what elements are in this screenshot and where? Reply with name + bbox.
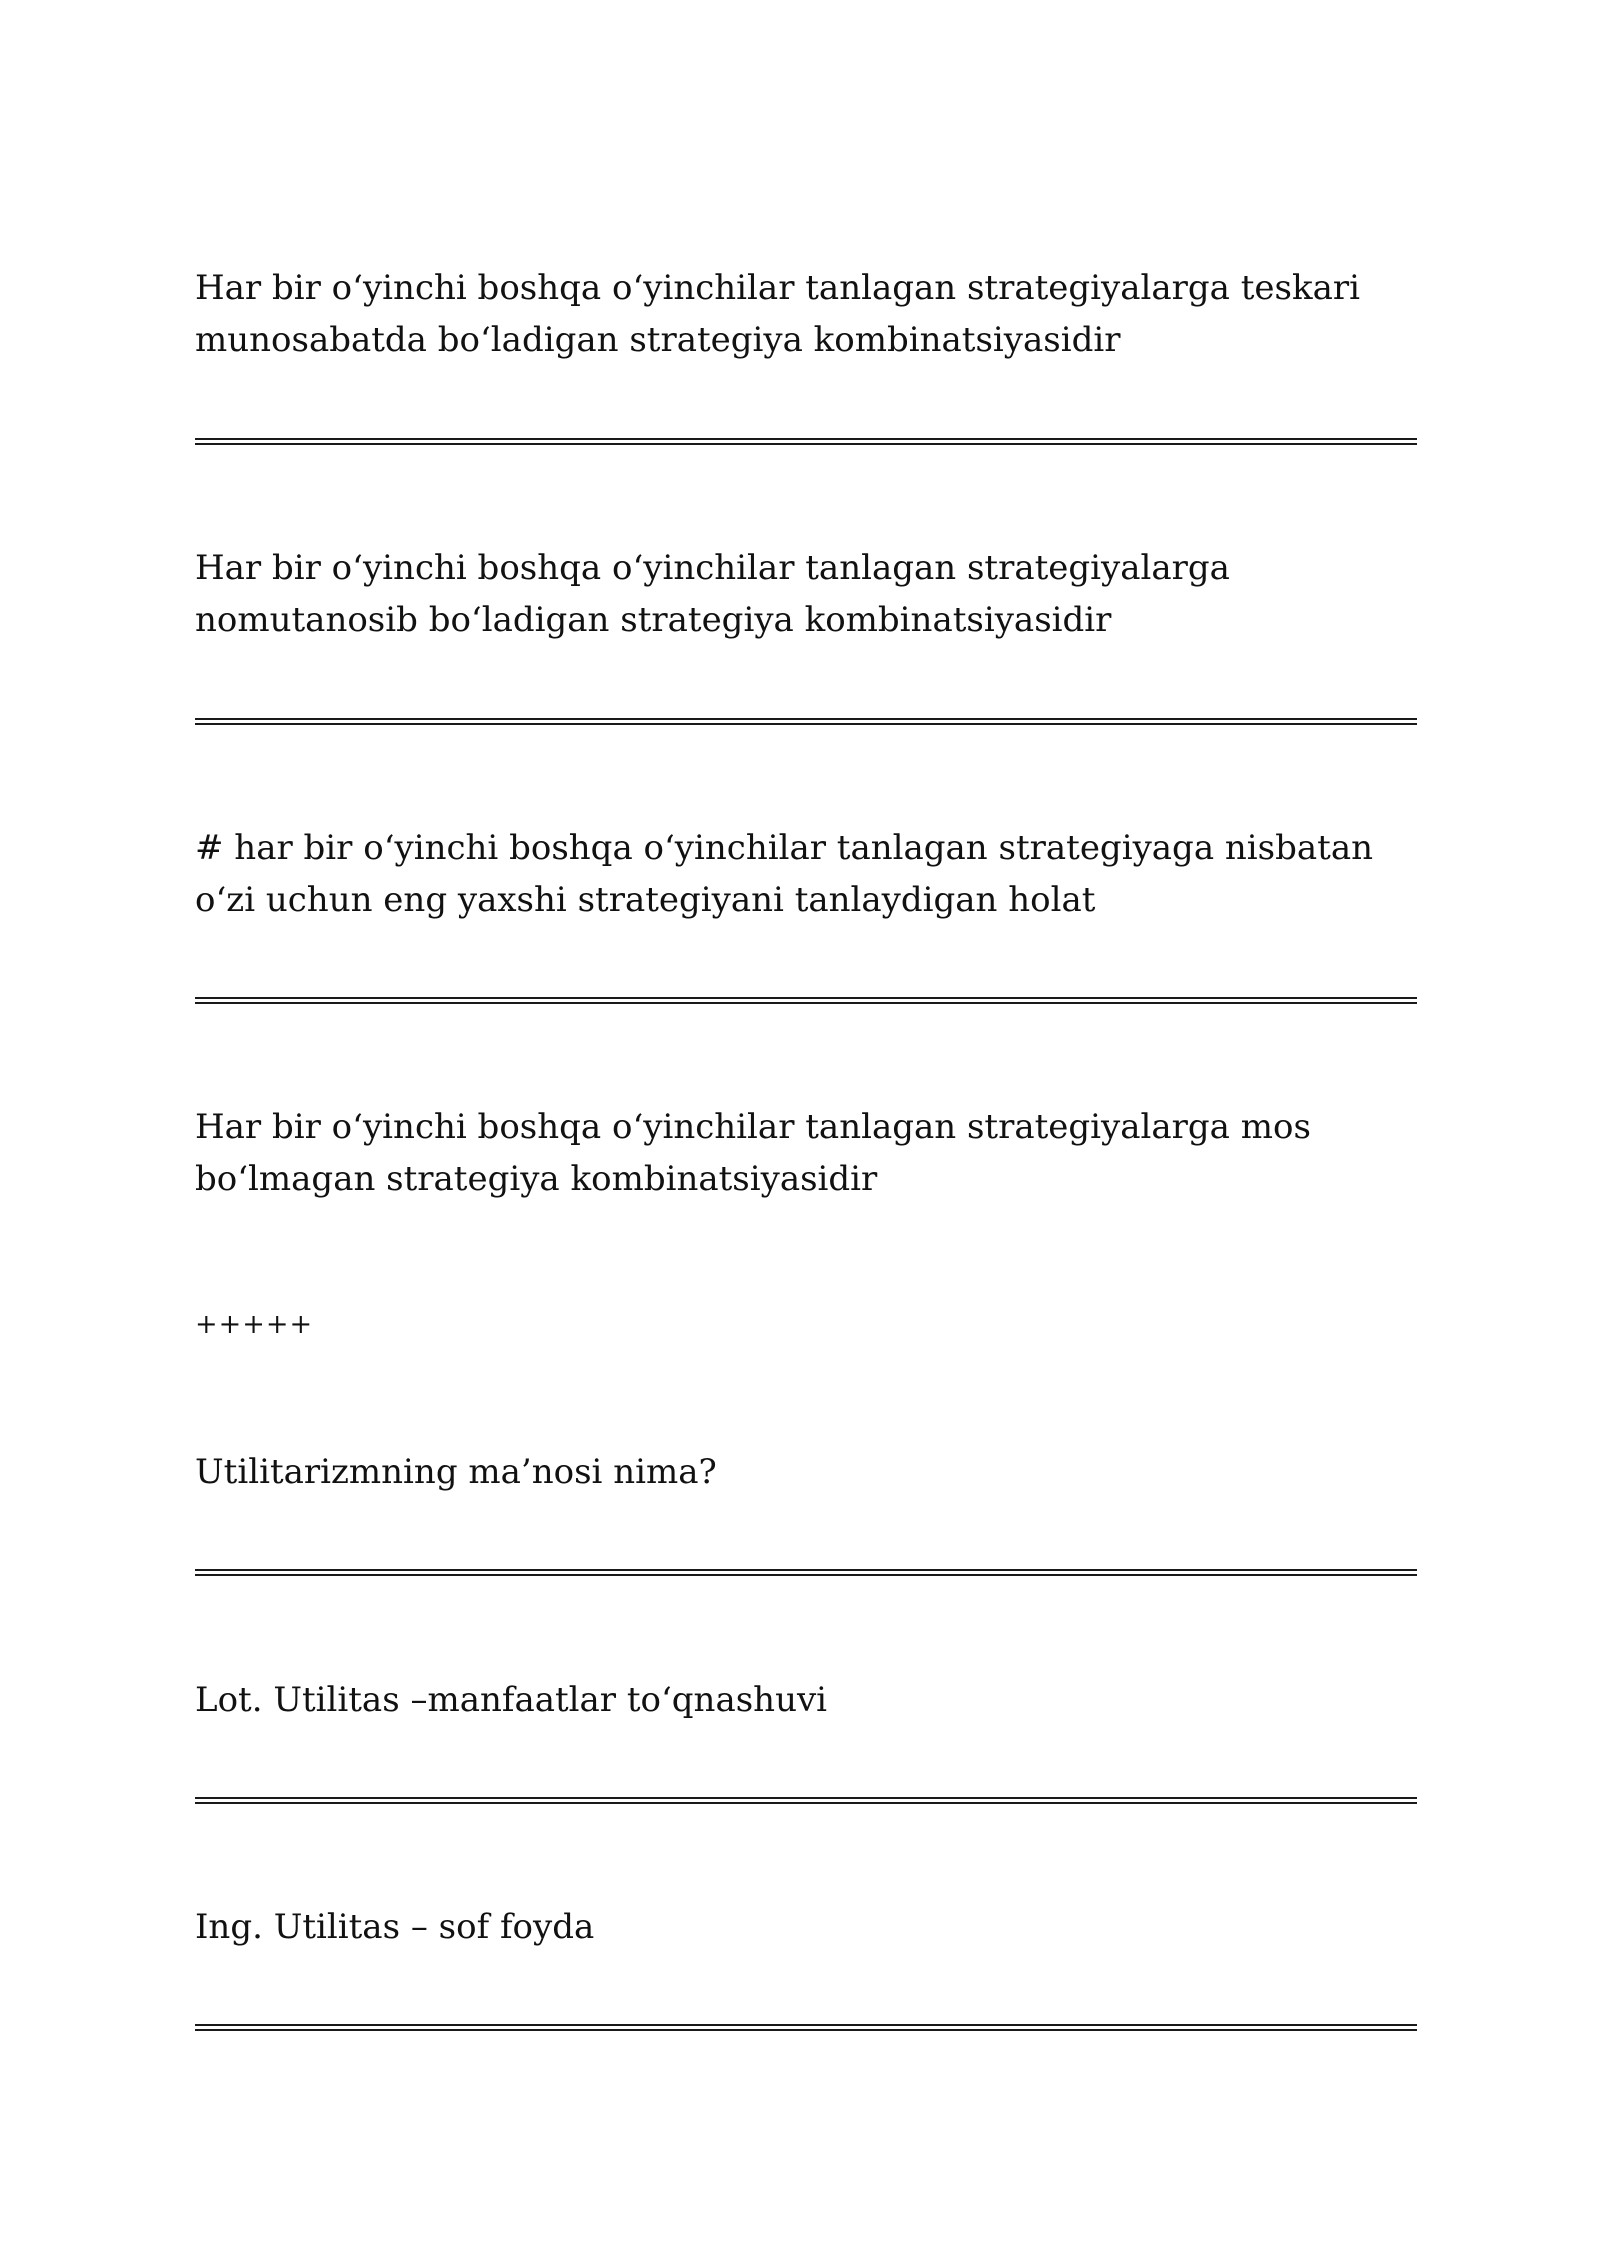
answer-option-1: Har bir o‘yinchi boshqa o‘yinchilar tanlagan strategiyalarga teskari munosabatda bo‘ladigan strategiya kombinatsiyasidir <box>195 268 1360 360</box>
divider <box>195 2024 1417 2031</box>
divider <box>195 438 1417 445</box>
divider <box>195 718 1417 725</box>
answer-option-3-correct: # har bir o‘yinchi boshqa o‘yinchilar tanlagan strategiyaga nisbatan o‘zi uchun eng yaxshi strategiyani tanlaydigan holat <box>195 828 1373 920</box>
answer-option-1: Lot. Utilitas –manfaatlar to‘qnashuvi <box>195 1680 828 1720</box>
divider <box>195 1569 1417 1576</box>
answer-option-2: Har bir o‘yinchi boshqa o‘yinchilar tanlagan strategiyalarga nomutanosib bo‘ladigan strategiya kombinatsiyasidir <box>195 548 1230 640</box>
answer-option-2: Ing. Utilitas – sof foyda <box>195 1907 595 1947</box>
divider <box>195 1797 1417 1804</box>
question-text: Utilitarizmning ma’nosi nima? <box>195 1452 717 1492</box>
question-separator: +++++ <box>195 1309 314 1340</box>
answer-option-4: Har bir o‘yinchi boshqa o‘yinchilar tanlagan strategiyalarga mos bo‘lmagan strategiya kombinatsiyasidir <box>195 1107 1311 1199</box>
divider <box>195 997 1417 1004</box>
